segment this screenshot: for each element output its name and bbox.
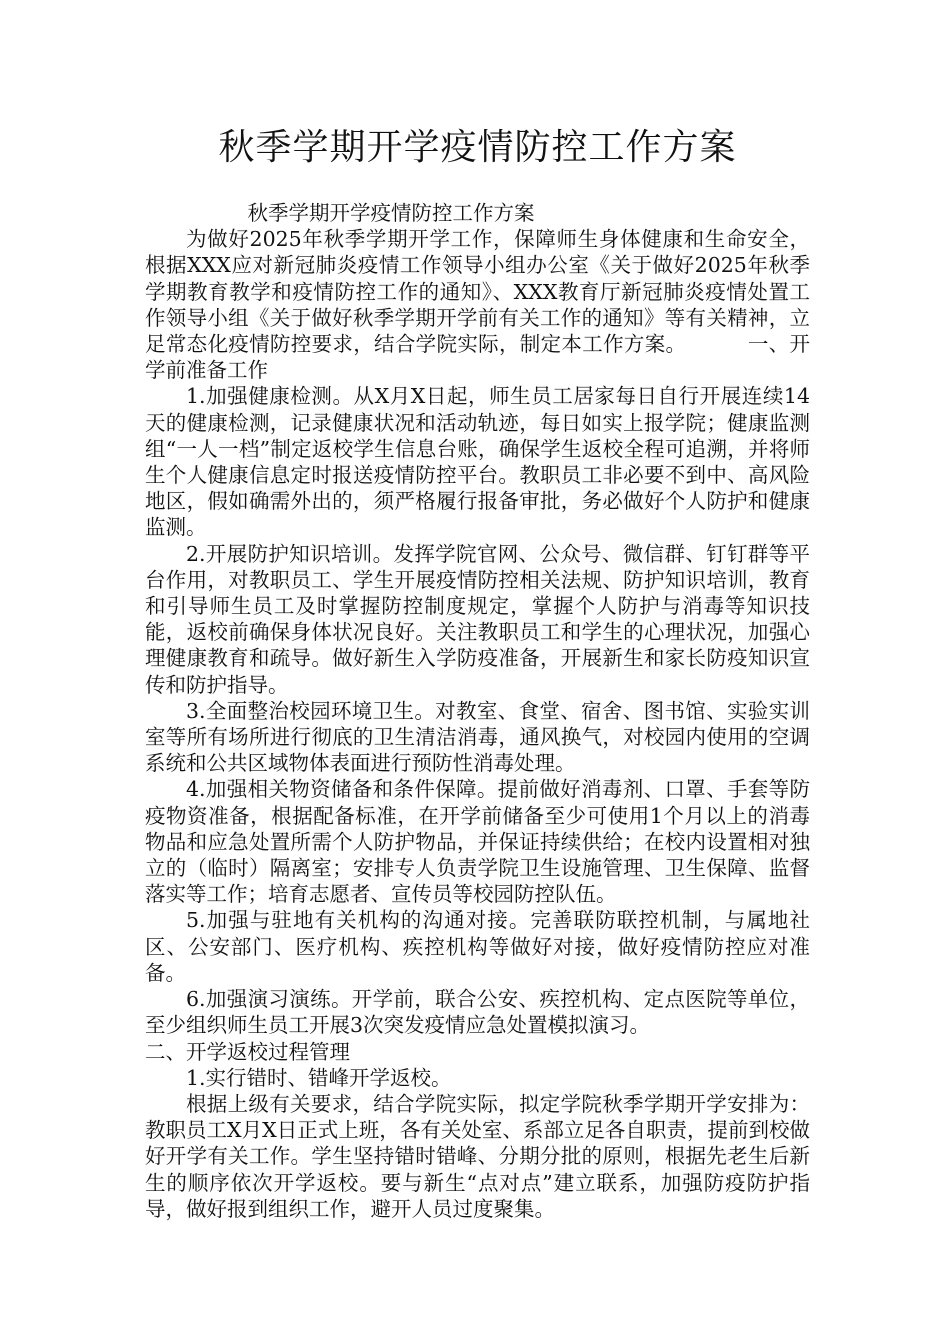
item-2-1-paragraph: 根据上级有关要求，结合学院实际，拟定学院秋季学期开学安排为：教职员工X月X日正式上班，各有关处室、系部立足各自职责，提前到校做好开学有关工作。学生坚持错时错峰、分期分批的原则，根据先老生后新生的顺序依次开学返校。要与新生“点对点”建立联系，加强防疫防护指导，做好报到组织工作，避开人员过度聚集。 <box>145 1091 810 1221</box>
document-title: 秋季学期开学疫情防控工作方案 <box>218 127 737 168</box>
document-subtitle: 秋季学期开学疫情防控工作方案 <box>247 201 535 225</box>
item-2-paragraph: 2.开展防护知识培训。发挥学院官网、公众号、微信群、钉钉群等平台作用，对教职员工、学生开展疫情防控相关法规、防护知识培训，教育和引导师生员工及时掌握防控制度规定，掌握个人防护与消毒等知识技能，返校前确保身体状况良好。关注教职员工和学生的心理状况，加强心理健康教育和疏导。做好新生入学防疫准备，开展新生和家长防疫知识宣传和防护指导。 <box>145 541 810 697</box>
item-1-paragraph: 1.加强健康检测。从X月X日起，师生员工居家每日自行开展连续14天的健康检测，记录健康状况和活动轨迹，每日如实上报学院；健康监测组“一人一档”制定返校学生信息台账，确保学生返校全程可追溯，并将师生个人健康信息定时报送疫情防控平台。教职员工非必要不到中、高风险地区，假如确需外出的，须严格履行报备审批，务必做好个人防护和健康监测。 <box>145 384 810 540</box>
intro-paragraph <box>145 226 810 383</box>
item-2-1-heading: 1.实行错时、错峰开学返校。 <box>186 1065 452 1090</box>
item-5-paragraph: 5.加强与驻地有关机构的沟通对接。完善联防联控机制，与属地社区、公安部门、医疗机构、疾控机构等做好对接，做好疫情防控应对准备。 <box>145 908 810 985</box>
item-6-paragraph: 6.加强演习演练。开学前，联合公安、疾控机构、定点医院等单位，至少组织师生员工开展3次突发疫情应急处置模拟演习。 <box>145 987 810 1038</box>
intro-text: 为做好2025年秋季学期开学工作，保障师生身体健康和生命安全，根据XXX应对新冠肺炎疫情工作领导小组办公室《关于做好2025年秋季学期教育教学和疫情防控工作的通知》、XXX教育厅新冠肺炎疫情处置工作领导小组《关于做好秋季学期开学前有关工作的通知》等有关精神，立足常态化疫情防控要求，结合学院实际，制定本工作方案。 <box>145 227 810 357</box>
section2-heading: 二、开学返校过程管理 <box>145 1039 350 1064</box>
item-4-paragraph: 4.加强相关物资储备和条件保障。提前做好消毒剂、口罩、手套等防疫物资准备，根据配备标准，在开学前储备至少可使用1个月以上的消毒物品和应急处置所需个人防护物品，并保证持续供给；在校内设置相对独立的（临时）隔离室；安排专人负责学院卫生设施管理、卫生保障、监督落实等工作；培育志愿者、宣传员等校园防控队伍。 <box>145 777 810 907</box>
document-page <box>145 122 810 1222</box>
document-body <box>145 200 810 1222</box>
section1-heading: 一、开学前准备工作 <box>145 332 811 383</box>
item-3-paragraph: 3.全面整治校园环境卫生。对教室、食堂、宿舍、图书馆、实验实训室等所有场所进行彻底的卫生清洁消毒，通风换气，对校园内使用的空调系统和公共区域物体表面进行预防性消毒处理。 <box>145 698 810 776</box>
